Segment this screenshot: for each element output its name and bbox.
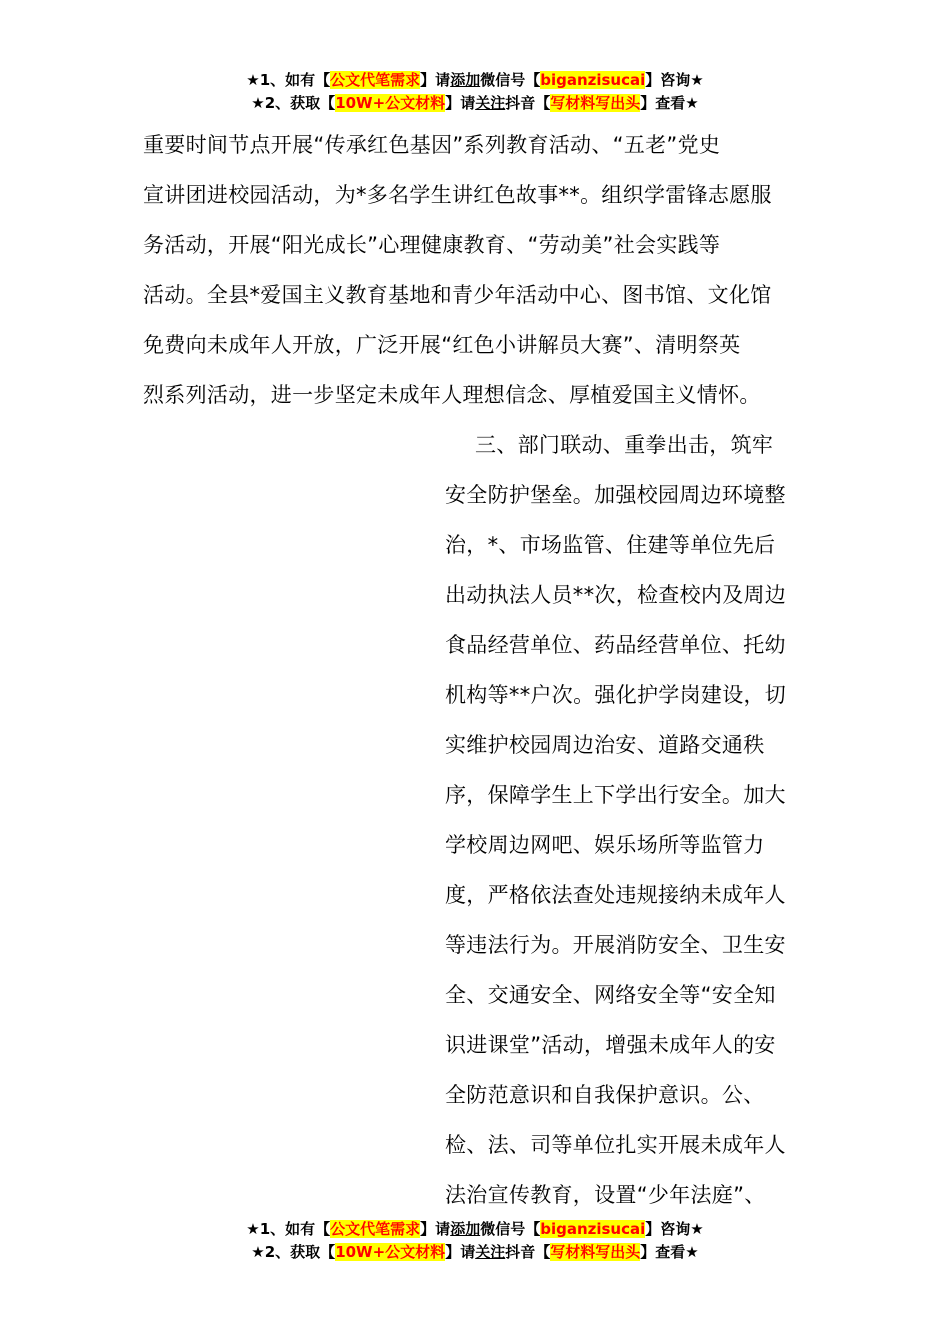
banner-line-2-middle: 】请: [445, 94, 476, 112]
paragraph-1-line: 烈系列活动，进一步坚定未成年人理想信念、厚植爱国主义情怀。: [143, 383, 761, 407]
footer-banner: [0, 1218, 950, 1264]
footer-line-2-middle-2: 抖音【: [505, 1243, 551, 1261]
footer-line-1-highlight-service: 公文代笔需求: [330, 1220, 421, 1238]
banner-line-1-highlight-service: 公文代笔需求: [330, 71, 421, 89]
paragraph-2-line: 全、交通安全、网络安全等“安全知: [445, 983, 776, 1007]
banner-line-1-prefix: ★1、如有【: [246, 71, 331, 89]
banner-line-2-highlight-douyin: 写材料写出头: [550, 94, 641, 112]
footer-line-1-highlight-wechat: biganzisucai: [540, 1220, 646, 1238]
paragraph-2-line: 等违法行为。开展消防安全、卫生安: [445, 933, 786, 957]
paragraph-2-line: 序，保障学生上下学出行安全。加大: [445, 783, 786, 807]
paragraph-2-line: 检、法、司等单位扎实开展未成年人: [445, 1133, 786, 1157]
footer-line-1-suffix: 】咨询★: [645, 1220, 704, 1238]
paragraph-1-line: 务活动，开展“阳光成长”心理健康教育、“劳动美”社会实践等: [143, 233, 721, 257]
section-heading: 三、部门联动、重拳出击，筑牢: [475, 433, 774, 457]
footer-line-2-suffix: 】查看★: [640, 1243, 699, 1261]
footer-line-1-middle-2: 微信号【: [480, 1220, 541, 1238]
banner-line-1-middle-2: 微信号【: [480, 71, 541, 89]
body-paragraph-1: [143, 120, 813, 420]
banner-line-1-middle: 】请: [420, 71, 451, 89]
paragraph-2-line: 全防范意识和自我保护意识。公、: [445, 1083, 765, 1107]
banner-line-1-highlight-wechat: biganzisucai: [540, 71, 646, 89]
banner-line-2-middle-2: 抖音【: [505, 94, 551, 112]
paragraph-1-line: 免费向未成年人开放，广泛开展“红色小讲解员大赛”、清明祭英: [143, 333, 741, 357]
paragraph-1-line: 重要时间节点开展“传承红色基因”系列教育活动、“五老”党史: [143, 133, 721, 157]
footer-line-1-emphasis: 添加: [450, 1220, 481, 1238]
paragraph-2-line: 食品经营单位、药品经营单位、托幼: [445, 633, 786, 657]
paragraph-2-line: 法治宣传教育，设置“少年法庭”、: [445, 1183, 766, 1207]
body-paragraph-2: [445, 420, 815, 1220]
paragraph-2-line: 识进课堂”活动，增强未成年人的安: [445, 1033, 776, 1057]
banner-line-2-emphasis: 关注: [475, 94, 506, 112]
banner-line-2-highlight-materials: 10W+公文材料: [335, 94, 446, 112]
footer-banner-line-1: [0, 1218, 950, 1241]
footer-line-2-highlight-douyin: 写材料写出头: [550, 1243, 641, 1261]
banner-line-1-emphasis: 添加: [450, 71, 481, 89]
banner-line-2-suffix: 】查看★: [640, 94, 699, 112]
footer-line-2-middle: 】请: [445, 1243, 476, 1261]
banner-line-1-suffix: 】咨询★: [645, 71, 704, 89]
footer-line-2-emphasis: 关注: [475, 1243, 506, 1261]
footer-line-1-middle: 】请: [420, 1220, 451, 1238]
paragraph-2-line: 出动执法人员**次，检查校内及周边: [445, 583, 787, 607]
footer-banner-line-2: [0, 1241, 950, 1264]
banner-line-1: [0, 69, 950, 92]
banner-line-2-prefix: ★2、获取【: [251, 94, 336, 112]
paragraph-2-line: 治，*、市场监管、住建等单位先后: [445, 533, 776, 557]
paragraph-2-line: 学校周边网吧、娱乐场所等监管力: [445, 833, 765, 857]
footer-line-2-prefix: ★2、获取【: [251, 1243, 336, 1261]
paragraph-2-line: 机构等**户次。强化护学岗建设，切: [445, 683, 787, 707]
header-banner: [0, 69, 950, 115]
paragraph-2-line: 安全防护堡垒。加强校园周边环境整: [445, 483, 786, 507]
paragraph-2-line: 实维护校园周边治安、道路交通秩: [445, 733, 765, 757]
footer-line-1-prefix: ★1、如有【: [246, 1220, 331, 1238]
paragraph-1-line: 活动。全县*爱国主义教育基地和青少年活动中心、图书馆、文化馆: [143, 283, 772, 307]
banner-line-2: [0, 92, 950, 115]
paragraph-1-line: 宣讲团进校园活动，为*多名学生讲红色故事**。组织学雷锋志愿服: [143, 183, 772, 207]
footer-line-2-highlight-materials: 10W+公文材料: [335, 1243, 446, 1261]
paragraph-2-line: 度，严格依法查处违规接纳未成年人: [445, 883, 786, 907]
